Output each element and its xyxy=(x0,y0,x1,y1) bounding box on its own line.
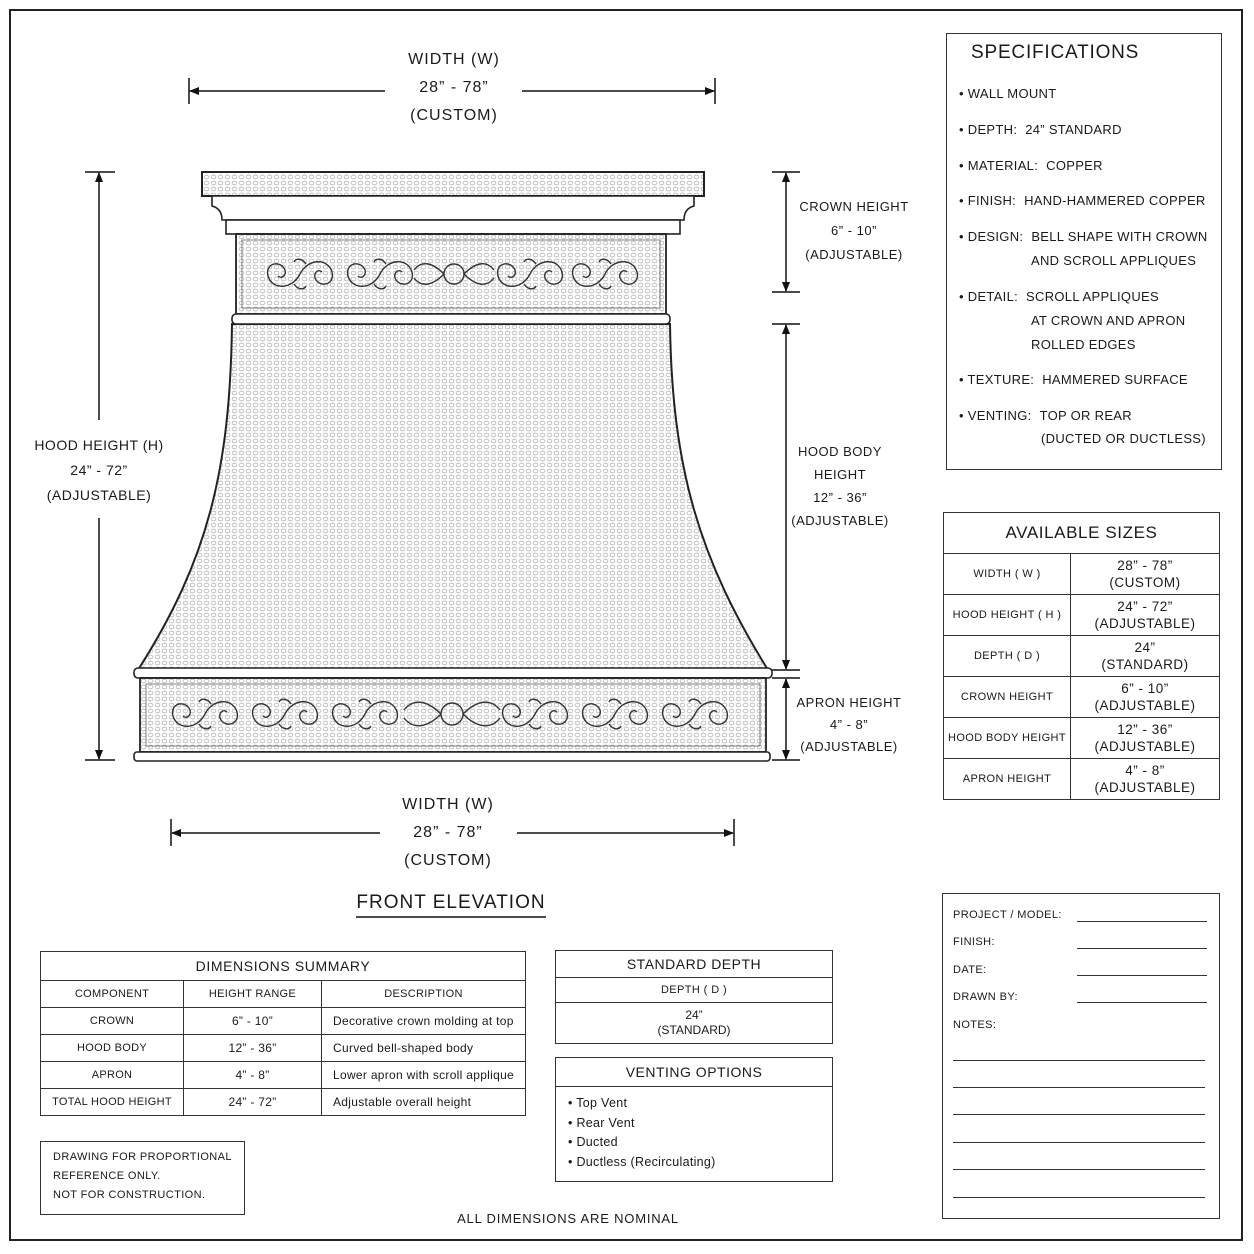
apron-bead xyxy=(134,668,772,678)
spec-venting-cont: (DUCTED OR DUCTLESS) xyxy=(1041,431,1206,446)
notes-line[interactable] xyxy=(953,1087,1205,1088)
spec-detail: • DETAIL: SCROLL APPLIQUES xyxy=(959,289,1159,304)
venting-options-panel xyxy=(555,1057,833,1182)
spec-finish: • FINISH: HAND-HAMMERED COPPER xyxy=(959,193,1206,208)
nominal-dimensions-note: ALL DIMENSIONS ARE NOMINAL xyxy=(457,1211,679,1226)
standard-depth-label: DEPTH ( D ) xyxy=(556,978,833,1003)
notes-line[interactable] xyxy=(953,1169,1205,1170)
date-label: DATE: xyxy=(953,964,987,976)
specifications-panel xyxy=(946,33,1222,470)
notes-label: NOTES: xyxy=(953,1019,997,1031)
available-sizes-table xyxy=(943,512,1220,800)
spec-detail-cont2: ROLLED EDGES xyxy=(1031,337,1136,352)
dimensions-summary-header: COMPONENT HEIGHT RANGE DESCRIPTION xyxy=(41,981,526,1008)
available-sizes-title: AVAILABLE SIZES xyxy=(944,513,1220,554)
dimensions-summary-title: DIMENSIONS SUMMARY xyxy=(41,952,526,981)
crown-bead xyxy=(232,314,670,324)
drawn-by-label: DRAWN BY: xyxy=(953,991,1018,1003)
spec-wall-mount: • WALL MOUNT xyxy=(959,86,1057,101)
dimensions-summary-table xyxy=(40,951,526,1116)
notes-line[interactable] xyxy=(953,1197,1205,1198)
crown-molding xyxy=(212,196,694,220)
standard-depth-value: 24” (STANDARD) xyxy=(556,1003,833,1044)
project-model-label: PROJECT / MODEL: xyxy=(953,909,1062,921)
hood-body xyxy=(138,324,768,670)
width-bottom-label: WIDTH (W) 28” - 78” (CUSTOM) xyxy=(402,796,494,869)
spec-design: • DESIGN: BELL SHAPE WITH CROWN xyxy=(959,229,1208,244)
standard-depth-table xyxy=(555,950,833,1044)
spec-design-cont: AND SCROLL APPLIQUES xyxy=(1031,253,1197,268)
size-row-width: WIDTH ( W ) 28” - 78” (CUSTOM) xyxy=(944,554,1220,595)
notes-line[interactable] xyxy=(953,1114,1205,1115)
finish-field[interactable] xyxy=(1077,948,1207,949)
crown-lip xyxy=(226,220,680,234)
title-block xyxy=(942,893,1220,1219)
notes-line[interactable] xyxy=(953,1142,1205,1143)
size-row-depth: DEPTH ( D ) 24” (STANDARD) xyxy=(944,636,1220,677)
standard-depth-title: STANDARD DEPTH xyxy=(556,951,833,978)
table-row: APRON 4” - 8” Lower apron with scroll applique xyxy=(41,1062,526,1089)
drawn-by-field[interactable] xyxy=(1077,1002,1207,1003)
hood-height-label: HOOD HEIGHT (H) 24” - 72” (ADJUSTABLE) xyxy=(34,437,164,503)
list-item: • Top Vent xyxy=(568,1096,628,1110)
date-field[interactable] xyxy=(1077,975,1207,976)
apron-band xyxy=(140,678,766,752)
list-item: • Ducted xyxy=(568,1135,618,1149)
list-item: • Ductless (Recirculating) xyxy=(568,1154,716,1169)
size-row-body-height: HOOD BODY HEIGHT 12” - 36” (ADJUSTABLE) xyxy=(944,718,1220,759)
table-row: HOOD BODY 12” - 36” Curved bell-shaped body xyxy=(41,1035,526,1062)
size-row-apron-height: APRON HEIGHT 4” - 8” (ADJUSTABLE) xyxy=(944,759,1220,800)
spec-detail-cont: AT CROWN AND APRON xyxy=(1031,313,1186,328)
table-row: CROWN 6” - 10” Decorative crown molding at top xyxy=(41,1008,526,1035)
specifications-title: SPECIFICATIONS xyxy=(971,42,1140,63)
project-model-field[interactable] xyxy=(1077,921,1207,922)
width-top-label: WIDTH (W) 28” - 78” (CUSTOM) xyxy=(408,51,500,124)
spec-texture: • TEXTURE: HAMMERED SURFACE xyxy=(959,372,1188,387)
spec-depth: • DEPTH: 24” STANDARD xyxy=(959,122,1122,137)
venting-options-title: VENTING OPTIONS xyxy=(556,1058,832,1087)
notes-line[interactable] xyxy=(953,1060,1205,1061)
disclaimer-box: DRAWING FOR PROPORTIONAL REFERENCE ONLY. NOT FOR CONSTRUCTION. xyxy=(40,1141,245,1215)
crown-cap xyxy=(202,172,704,196)
body-height-label: HOOD BODY HEIGHT 12” - 36” (ADJUSTABLE) xyxy=(791,444,889,528)
finish-label: FINISH: xyxy=(953,936,995,948)
size-row-crown-height: CROWN HEIGHT 6” - 10” (ADJUSTABLE) xyxy=(944,677,1220,718)
apron-height-label: APRON HEIGHT 4” - 8” (ADJUSTABLE) xyxy=(796,695,902,754)
size-row-hood-height: HOOD HEIGHT ( H ) 24” - 72” (ADJUSTABLE) xyxy=(944,595,1220,636)
apron-bottom xyxy=(134,752,770,761)
spec-material: • MATERIAL: COPPER xyxy=(959,158,1103,173)
crown-height-label: CROWN HEIGHT 6” - 10” (ADJUSTABLE) xyxy=(799,199,909,262)
table-row: TOTAL HOOD HEIGHT 24” - 72” Adjustable overall height xyxy=(41,1089,526,1116)
front-elevation-caption: FRONT ELEVATION xyxy=(356,892,546,913)
list-item: • Rear Vent xyxy=(568,1115,635,1130)
spec-venting: • VENTING: TOP OR REAR xyxy=(959,408,1132,423)
